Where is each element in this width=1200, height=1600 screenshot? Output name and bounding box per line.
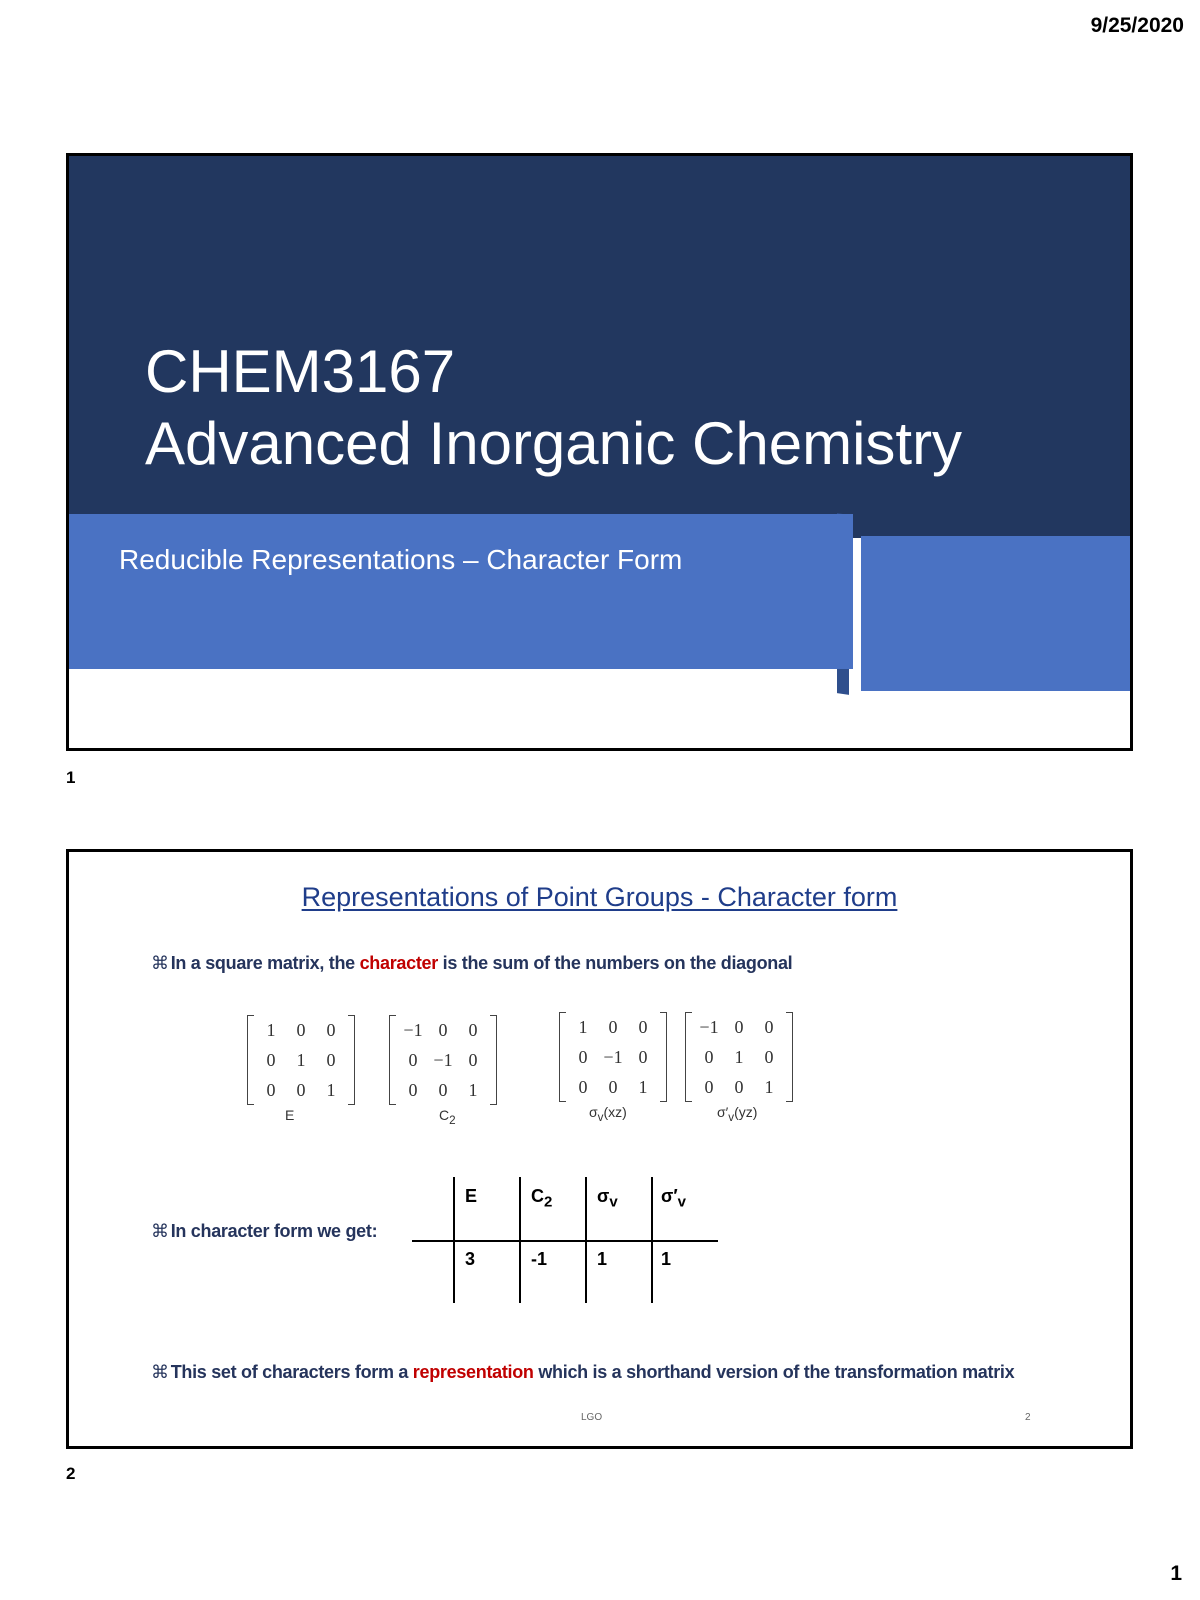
slide1-subtitle-band (69, 514, 853, 669)
table-header-e: E (465, 1186, 478, 1206)
bullet-character-form: ⌘ In character form we get: (151, 1221, 378, 1241)
command-bullet-icon: ⌘ (151, 953, 169, 973)
table-value-c2: -1 (531, 1249, 548, 1269)
matrix-c2: −1 0 0 0 −1 0 0 0 1 (389, 1015, 497, 1105)
bullet-representation: ⌘ This set of characters form a representation which is a shorthand version of the transformation matrix (151, 1362, 1015, 1382)
slide2-footer-page: 2 (1025, 1412, 1031, 1423)
command-bullet-icon: ⌘ (151, 1221, 169, 1241)
slide2-heading: Representations of Point Groups - Character form (301, 882, 898, 912)
matrix-label-c2: $C_2$ (439, 1107, 456, 1127)
slide-1-number: 1 (66, 768, 76, 787)
slide2-footer-center: LGO (581, 1412, 603, 1423)
character-table (69, 852, 1130, 1446)
matrix-label-sigma-prime-v-yz: $\sigma'_v(yz)$ (717, 1104, 758, 1124)
slide-2-number: 2 (66, 1464, 76, 1483)
slide1-title-course-code: CHEM3167 (145, 338, 456, 405)
term-character: character (359, 953, 438, 973)
document-date: 9/25/2020 (1090, 14, 1184, 37)
slide1-title-course-name: Advanced Inorganic Chemistry (145, 410, 963, 477)
table-header-sigma-prime-v: $\sigma'_v$ (661, 1186, 686, 1211)
matrix-sigma-v-xz: 1 0 0 0 −1 0 0 0 1 (559, 1012, 667, 1102)
slide1-title (145, 336, 962, 480)
slide-1 (66, 153, 1133, 751)
matrix-sigma-prime-v-yz: −1 0 0 0 1 0 0 0 1 (685, 1012, 793, 1102)
term-representation: representation (412, 1362, 534, 1382)
matrix-label-sigma-v-xz: $\sigma_v(xz)$ (589, 1104, 627, 1124)
table-value-e: 3 (465, 1249, 476, 1269)
slide-2 (66, 849, 1133, 1449)
page-number: 1 (1170, 1562, 1182, 1585)
command-bullet-icon: ⌘ (151, 1362, 169, 1382)
table-value-sigma-v: 1 (597, 1249, 608, 1269)
table-value-sigma-prime-v: 1 (661, 1249, 672, 1269)
matrix-identity: 1 0 0 0 1 0 0 0 1 (247, 1015, 355, 1105)
bullet-character-definition: ⌘ In a square matrix, the character is the sum of the numbers on the diagonal (151, 953, 793, 973)
slide1-subtitle: Reducible Representations – Character Form (119, 544, 683, 575)
slide1-right-band (861, 536, 1133, 691)
matrix-label-e: E (285, 1107, 295, 1123)
table-header-sigma-v: $\sigma_v$ (597, 1186, 618, 1211)
table-header-c2: $C_2$ (531, 1186, 553, 1211)
